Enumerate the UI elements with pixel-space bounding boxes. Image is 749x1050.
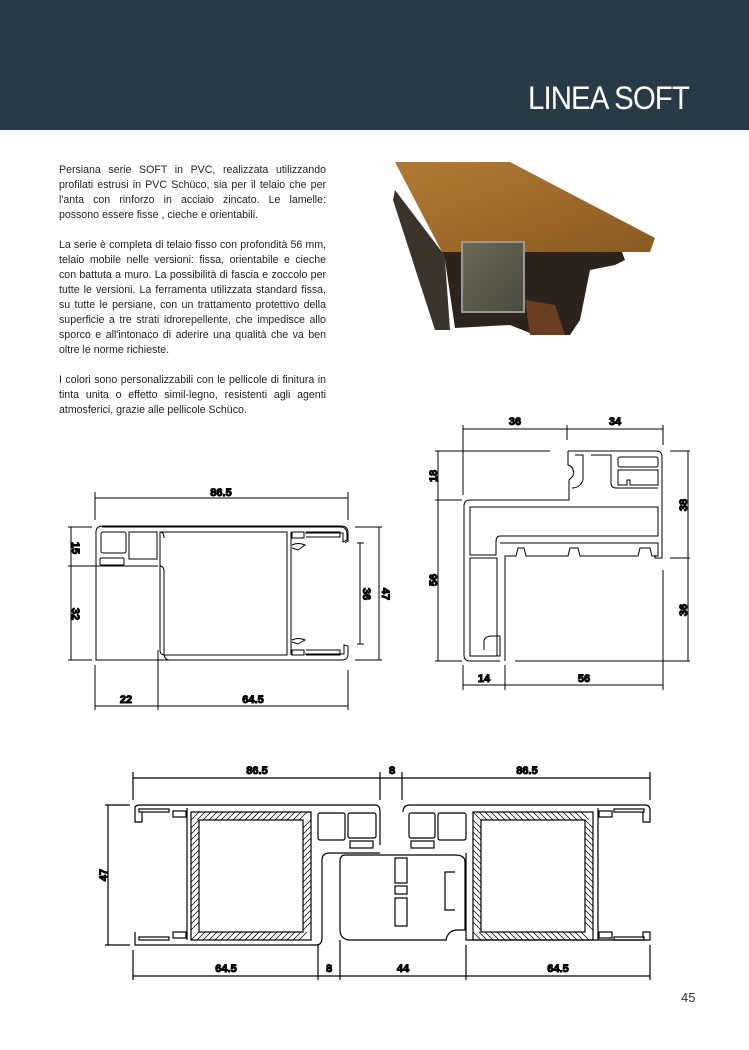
hatch-line (539, 812, 547, 820)
hatch-line (263, 932, 271, 940)
hatch-line (197, 812, 205, 820)
dim-label: 47 (98, 868, 110, 882)
hatch-line (209, 932, 217, 940)
hatch-line (293, 812, 301, 820)
dim-label: 36 (678, 603, 690, 617)
dim-label: 15 (69, 541, 81, 555)
hatch-line (251, 812, 259, 820)
dim-label: 8 (325, 963, 333, 975)
hatch-line (221, 812, 229, 820)
hatch-line (473, 844, 481, 852)
hatch-line (473, 862, 481, 870)
hatch-line (303, 862, 311, 870)
hatch-line (303, 826, 311, 834)
hatch-line (191, 932, 199, 940)
hatch-line (191, 812, 199, 820)
dim-label: 86.5 (210, 487, 232, 499)
hatch-line (503, 812, 511, 820)
hatch-line (545, 932, 553, 940)
hatch-line (539, 932, 547, 940)
hatch-line (585, 874, 593, 882)
hatch-line (473, 880, 481, 888)
dim-label: 47 (379, 587, 391, 601)
hatch-line (191, 874, 199, 882)
steel-reinforcement (462, 242, 524, 312)
hatch-line (485, 812, 493, 820)
hatch-line (521, 932, 529, 940)
frame-profile-dim-labels (428, 416, 690, 685)
hatch-line (233, 812, 241, 820)
hatch-line (287, 812, 295, 820)
hatch-line (191, 850, 199, 858)
hatch-line (563, 812, 571, 820)
hatch-line (263, 812, 271, 820)
hatch-line (269, 932, 277, 940)
hatch-line (473, 922, 481, 930)
hatch-line (303, 820, 311, 828)
hatch-line (585, 922, 593, 930)
hatch-line (191, 838, 199, 846)
hatch-line (557, 932, 565, 940)
hatch-line (191, 844, 199, 852)
dim-label: 14 (477, 673, 491, 685)
hatch-line (299, 932, 307, 940)
hatch-line (585, 880, 593, 888)
hatch-line (585, 916, 593, 924)
hatch-line (581, 812, 589, 820)
hatch-line (191, 862, 199, 870)
hatch-line (479, 812, 487, 820)
hatch-line (303, 892, 311, 900)
hatch-line (303, 838, 311, 846)
dim-label: 86.5 (246, 765, 268, 777)
hatch-line (233, 932, 241, 940)
header-banner (0, 0, 749, 130)
hatch-line (473, 886, 481, 894)
hatch-line (585, 820, 593, 828)
dim-label: 34 (608, 416, 622, 428)
hatch-line (227, 932, 235, 940)
hatch-line (281, 932, 289, 940)
hatch-line (545, 812, 553, 820)
double-sash-dim-labels (98, 765, 569, 975)
hatch-line (191, 820, 199, 828)
hatch-line (203, 812, 211, 820)
hatch-line (585, 892, 593, 900)
hatch-line (509, 812, 517, 820)
hatch-line (551, 932, 559, 940)
paragraph: Persiana serie SOFT in PVC, realizzata utilizzando profilati estrusi in PVC Schüco, sia per il telaio che per l'anta con rinforzo in acciaio zincato. Le lamelle: possono essere fisse , cieche e orientabili. (59, 164, 326, 221)
hatch-line (191, 916, 199, 924)
hatch-line (551, 812, 559, 820)
hatch-line (269, 812, 277, 820)
hatch-line (245, 812, 253, 820)
hatch-line (303, 922, 311, 930)
page-title: LINEA SOFT (528, 80, 689, 116)
hatch-line (227, 812, 235, 820)
hatch-line (203, 932, 211, 940)
hatch-line (191, 826, 199, 834)
hatch-line (479, 932, 487, 940)
hatch-line (575, 812, 583, 820)
hatch-line (281, 812, 289, 820)
hatch-line (497, 932, 505, 940)
dim-label: 8 (388, 765, 396, 777)
hatch-line (533, 932, 541, 940)
hatch-line (303, 886, 311, 894)
hatch-line (303, 916, 311, 924)
hatch-line (585, 844, 593, 852)
hatch-line (245, 932, 253, 940)
profile-photo (390, 160, 660, 335)
hatch-line (585, 826, 593, 834)
dim-label: 86.5 (516, 765, 538, 777)
hatch-line (473, 856, 481, 864)
hatch-line (585, 910, 593, 918)
hatch-line (303, 856, 311, 864)
hatch-line (239, 932, 247, 940)
hatch-line (485, 932, 493, 940)
hatch-line (473, 932, 481, 940)
hatch-line (491, 932, 499, 940)
page-number: 45 (681, 990, 696, 1005)
hatch-line (275, 812, 283, 820)
hatch-line (215, 812, 223, 820)
hatch-line (575, 932, 583, 940)
hatch-line (585, 832, 593, 840)
dim-label: 64.5 (215, 963, 237, 975)
hatch-line (303, 904, 311, 912)
hatch-line (191, 880, 199, 888)
paragraph: I colori sono personalizzabili con le pellicole di finitura in tinta unita o effetto simil-legno, resistenti agli agenti atmosferici, grazie alle pellicole Schüco. (59, 374, 326, 416)
hatch-line (303, 874, 311, 882)
hatch-line (191, 910, 199, 918)
hatch-line (287, 932, 295, 940)
hatch-line (191, 892, 199, 900)
hatch-line (585, 862, 593, 870)
hatch-line (473, 898, 481, 906)
hatch-line (585, 856, 593, 864)
hatch-line (239, 812, 247, 820)
hatch-line (303, 844, 311, 852)
hatch-line (563, 932, 571, 940)
hatch-line (257, 932, 265, 940)
wood-top-surface (395, 162, 655, 252)
hatch-line (585, 886, 593, 894)
hatch-line (585, 904, 593, 912)
dim-label: 18 (428, 469, 440, 483)
hatch-line (585, 868, 593, 876)
hatch-line (473, 874, 481, 882)
hatch-line (527, 812, 535, 820)
hatch-line (473, 838, 481, 846)
dim-label: 44 (396, 963, 410, 975)
reinforcement-hatching (191, 812, 593, 940)
hatch-line (303, 910, 311, 918)
hatch-line (533, 812, 541, 820)
frame-profile-drawing (435, 425, 690, 690)
sash-profile-dim-labels (69, 487, 391, 706)
hatch-line (303, 832, 311, 840)
hatch-line (473, 916, 481, 924)
hatch-line (303, 898, 311, 906)
hatch-line (473, 812, 481, 820)
hatch-line (303, 868, 311, 876)
hatch-line (191, 904, 199, 912)
hatch-line (473, 910, 481, 918)
hatch-line (215, 932, 223, 940)
hatch-line (527, 932, 535, 940)
hatch-line (585, 850, 593, 858)
hatch-line (191, 886, 199, 894)
hatch-line (581, 932, 589, 940)
hatch-line (221, 932, 229, 940)
hatch-line (257, 812, 265, 820)
hatch-line (521, 812, 529, 820)
hatch-line (585, 838, 593, 846)
hatch-line (473, 850, 481, 858)
hatch-line (585, 898, 593, 906)
double-sash-drawing (105, 772, 650, 980)
paragraph: La serie è completa di telaio fisso con profondità 56 mm, telaio mobile nelle versioni: fissa, orientabile e cieche con battuta a muro. La possibilità di fascia e zoccolo per tutte le versioni. La ferramenta utilizzata standard fissa, su tutte le persiane, con un trattamento protettivo della superficie a tre strati idrorepellente, che impedisce allo sporco e all'intonaco di aderire una qualità che va ben oltre le norme richieste. (59, 239, 326, 356)
dim-label: 38 (678, 498, 690, 512)
hatch-line (299, 812, 307, 820)
hatch-line (473, 820, 481, 828)
hatch-line (197, 932, 205, 940)
hatch-line (209, 812, 217, 820)
hatch-line (303, 880, 311, 888)
dim-label: 56 (428, 573, 440, 587)
hatch-line (191, 856, 199, 864)
hatch-line (293, 932, 301, 940)
hatch-line (557, 812, 565, 820)
description-text (59, 163, 326, 433)
hatch-line (473, 868, 481, 876)
hatch-line (191, 868, 199, 876)
hatch-line (497, 812, 505, 820)
hatch-line (303, 850, 311, 858)
hatch-line (191, 922, 199, 930)
hatch-line (491, 812, 499, 820)
hatch-line (191, 832, 199, 840)
dim-label: 32 (69, 607, 81, 621)
dim-label: 22 (119, 694, 133, 706)
hatch-line (191, 898, 199, 906)
hatch-line (473, 904, 481, 912)
dim-label: 36 (508, 416, 522, 428)
hatch-line (509, 932, 517, 940)
dim-label: 56 (577, 673, 591, 685)
hatch-line (569, 812, 577, 820)
hatch-line (473, 826, 481, 834)
hatch-line (473, 832, 481, 840)
hatch-line (473, 892, 481, 900)
dim-label: 64.5 (242, 694, 264, 706)
hatch-line (503, 932, 511, 940)
dim-label: 36 (360, 587, 372, 601)
sash-profile-drawing (68, 492, 382, 710)
hatch-line (251, 932, 259, 940)
hatch-line (515, 812, 523, 820)
hatch-line (275, 932, 283, 940)
hatch-line (569, 932, 577, 940)
hatch-line (515, 932, 523, 940)
dim-label: 64.5 (547, 963, 569, 975)
